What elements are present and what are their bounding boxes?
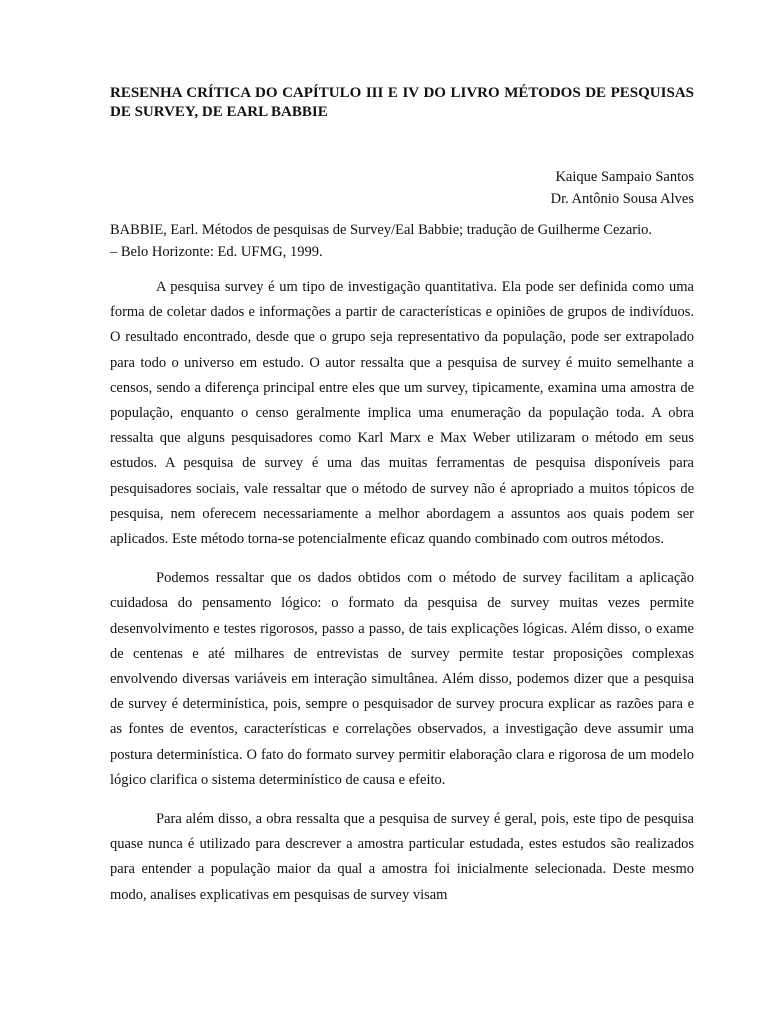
author-list [110,166,694,210]
reference-line-2: – Belo Horizonte: Ed. UFMG, 1999. [110,244,323,260]
advisor-name: Dr. Antônio Sousa Alves [550,191,694,207]
body-paragraph-2: Podemos ressaltar que os dados obtidos com o método de survey facilitam a aplicação cuidadosa do pensamento lógico: o formato da pesquisa de survey muitas vezes permite desenvolvimento e testes rigorosos, passo a passo, de tais explicações lógicas. Além disso, o exame de centenas e até milhares de entrevistas de survey permite testar proposições complexas envolvendo diversas variáveis em interação simultânea. Além disso, podemos dizer que a pesquisa de survey é determinística, pois, sempre o pesquisador de survey procura explicar as razões para e as fontes de eventos, características e correlações observados, a investigação deve assumir uma postura determinística. O fato do formato survey permitir elaboração clara e rigorosa de um modelo lógico clarifica o sistema determinístico de causa e efeito. [110,570,694,788]
reference-line-1: BABBIE, Earl. Métodos de pesquisas de Survey/Eal Babbie; tradução de Guilherme Cezario. [110,222,652,238]
document-title: RESENHA CRÍTICA DO CAPÍTULO III E IV DO LIVRO MÉTODOS DE PESQUISAS DE SURVEY, DE EARL BABBIE [110,85,694,120]
body-paragraph-3: Para além disso, a obra ressalta que a pesquisa de survey é geral, pois, este tipo de pesquisa quase nunca é utilizado para descrever a amostra particular estudada, estes estudos são realizados para entender a população maior da qual a amostra foi inicialmente selecionada. Deste mesmo modo, analises explicativas em pesquisas de survey visam [110,811,694,903]
author-name: Kaique Sampaio Santos [555,169,694,185]
bibliographic-reference [110,219,694,263]
body-paragraph-1: A pesquisa survey é um tipo de investigação quantitativa. Ela pode ser definida como uma forma de coletar dados e informações a partir de características e opiniões de grupos de indivíduos. O resultado encontrado, desde que o grupo seja representativo da população, pode ser extrapolado para todo o universo em estudo. O autor ressalta que a pesquisa de survey é muito semelhante a censos, sendo a diferença principal entre eles que um survey, tipicamente, examina uma amostra de população, enquanto o censo geralmente implica uma enumeração da população toda. A obra ressalta que alguns pesquisadores como Karl Marx e Max Weber utilizaram o método em seus estudos. A pesquisa de survey é uma das muitas ferramentas de pesquisa disponíveis para pesquisadores sociais, vale ressaltar que o método de survey não é apropriado a muitos tópicos de pesquisa, nem oferecem necessariamente a melhor abordagem a assuntos aos quais podem ser aplicados. Este método torna-se potencialmente eficaz quando combinado com outros métodos. [110,279,694,548]
document-page [110,84,694,908]
